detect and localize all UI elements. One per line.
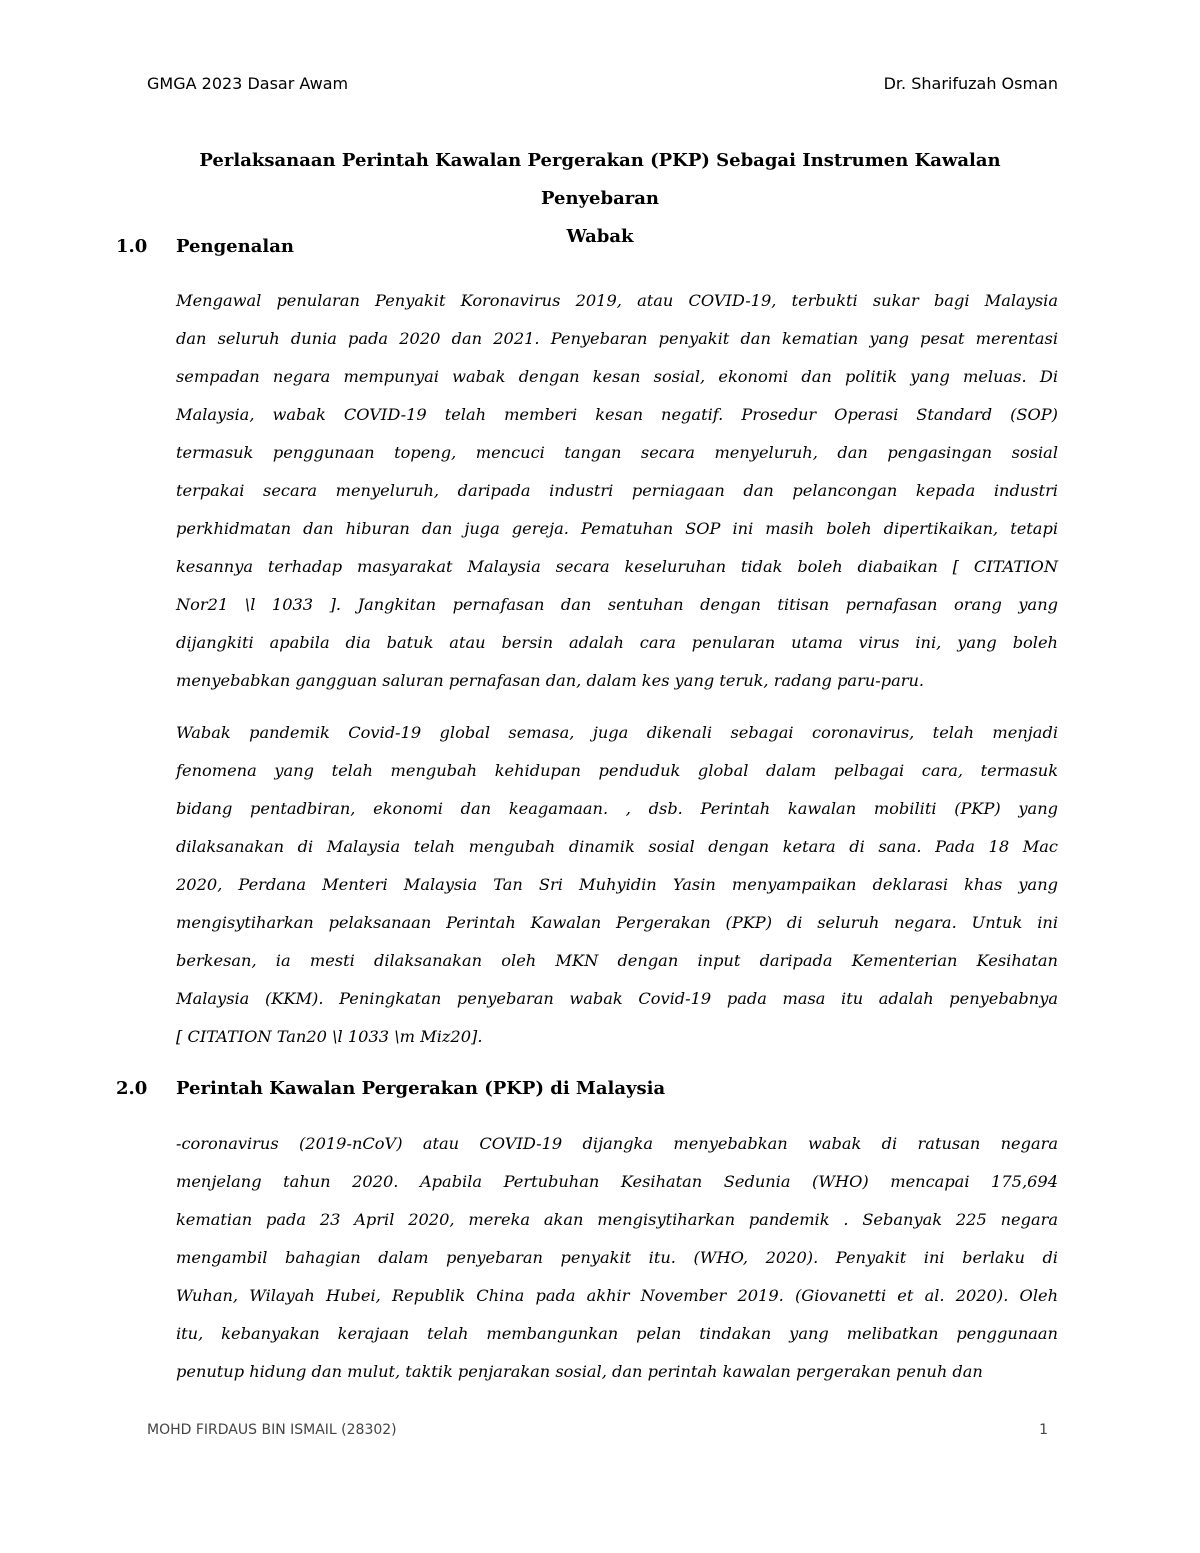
- paragraph-intro-1: [176, 282, 1058, 700]
- paragraph-line: [ CITATION Tan20 \l 1033 \m Miz20].: [176, 1027, 483, 1046]
- page-footer: [147, 1422, 1048, 1438]
- header-course: GMGA 2023 Dasar Awam: [147, 74, 349, 93]
- paragraph-line: Malaysia, wabak COVID-19 telah memberi kesan negatif. Prosedur Operasi Standard (SOP): [176, 405, 1058, 424]
- paragraph-line: -coronavirus (2019-nCoV) atau COVID-19 dijangka menyebabkan wabak di ratusan negara: [176, 1134, 1058, 1153]
- footer-author: MOHD FIRDAUS BIN ISMAIL (28302): [147, 1422, 397, 1438]
- paragraph-line: dilaksanakan di Malaysia telah mengubah dinamik sosial dengan ketara di sana. Pada 18 Mac: [176, 837, 1058, 856]
- paragraph-line: terpakai secara menyeluruh, daripada industri perniagaan dan pelancongan kepada industri: [176, 481, 1058, 500]
- paragraph-line: mengambil bahagian dalam penyebaran penyakit itu. (WHO, 2020). Penyakit ini berlaku di: [176, 1248, 1058, 1267]
- paragraph-line: menjelang tahun 2020. Apabila Pertubuhan Kesihatan Sedunia (WHO) mencapai 175,694: [176, 1172, 1058, 1191]
- title-line-1: Perlaksanaan Perintah Kawalan Pergerakan (PKP) Sebagai Instrumen Kawalan Penyebaran: [199, 150, 1001, 209]
- section-title: Pengenalan: [176, 236, 294, 257]
- paragraph-line: dan seluruh dunia pada 2020 dan 2021. Penyebaran penyakit dan kematian yang pesat merentasi: [176, 329, 1058, 348]
- paragraph-line: kematian pada 23 April 2020, mereka akan mengisytiharkan pandemik . Sebanyak 225 negara: [176, 1210, 1058, 1229]
- page-number: 1: [1039, 1422, 1048, 1438]
- section-heading-2: [116, 1078, 665, 1099]
- header-lecturer: Dr. Sharifuzah Osman: [883, 74, 1058, 93]
- paragraph-intro-2: [176, 714, 1058, 1056]
- paragraph-line: dijangkiti apabila dia batuk atau bersin adalah cara penularan utama virus ini, yang boleh: [176, 633, 1058, 652]
- paragraph-line: Malaysia (KKM). Peningkatan penyebaran wabak Covid-19 pada masa itu adalah penyebabnya: [176, 989, 1058, 1008]
- paragraph-line: 2020, Perdana Menteri Malaysia Tan Sri Muhyidin Yasin menyampaikan deklarasi khas yang: [176, 875, 1058, 894]
- paragraph-line: bidang pentadbiran, ekonomi dan keagamaan. , dsb. Perintah kawalan mobiliti (PKP) yang: [176, 799, 1058, 818]
- section-heading-1: [116, 236, 294, 257]
- page-header: [147, 74, 1058, 93]
- paragraph-line: Mengawal penularan Penyakit Koronavirus 2019, atau COVID-19, terbukti sukar bagi Malaysia: [176, 291, 1058, 310]
- paragraph-line: berkesan, ia mesti dilaksanakan oleh MKN dengan input daripada Kementerian Kesihatan: [176, 951, 1058, 970]
- paragraph-line: Wabak pandemik Covid-19 global semasa, juga dikenali sebagai coronavirus, telah menjadi: [176, 723, 1058, 742]
- paragraph-line: perkhidmatan dan hiburan dan juga gereja. Pematuhan SOP ini masih boleh dipertikaikan, tetapi: [176, 519, 1058, 538]
- paragraph-line: itu, kebanyakan kerajaan telah membangunkan pelan tindakan yang melibatkan penggunaan: [176, 1324, 1058, 1343]
- section-number: 2.0: [116, 1078, 148, 1099]
- title-line-2: Wabak: [566, 226, 634, 247]
- paragraph-line: sempadan negara mempunyai wabak dengan kesan sosial, ekonomi dan politik yang meluas. Di: [176, 367, 1058, 386]
- paragraph-line: mengisytiharkan pelaksanaan Perintah Kawalan Pergerakan (PKP) di seluruh negara. Untuk ini: [176, 913, 1058, 932]
- paragraph-line: Nor21 \l 1033 ]. Jangkitan pernafasan dan sentuhan dengan titisan pernafasan orang yang: [176, 595, 1058, 614]
- paragraph-line: kesannya terhadap masyarakat Malaysia secara keseluruhan tidak boleh diabaikan [ CITATION: [176, 557, 1058, 576]
- paragraph-line: fenomena yang telah mengubah kehidupan penduduk global dalam pelbagai cara, termasuk: [176, 761, 1058, 780]
- section-number: 1.0: [116, 236, 148, 257]
- paragraph-line: Wuhan, Wilayah Hubei, Republik China pada akhir November 2019. (Giovanetti et al. 2020). Oleh: [176, 1286, 1058, 1305]
- paragraph-pkp-1: [176, 1125, 1058, 1391]
- paragraph-line: menyebabkan gangguan saluran pernafasan dan, dalam kes yang teruk, radang paru-paru.: [176, 671, 925, 690]
- section-title: Perintah Kawalan Pergerakan (PKP) di Malaysia: [176, 1078, 666, 1099]
- paragraph-line: termasuk penggunaan topeng, mencuci tangan secara menyeluruh, dan pengasingan sosial: [176, 443, 1058, 462]
- paragraph-line: penutup hidung dan mulut, taktik penjarakan sosial, dan perintah kawalan pergerakan penuh dan: [176, 1362, 983, 1381]
